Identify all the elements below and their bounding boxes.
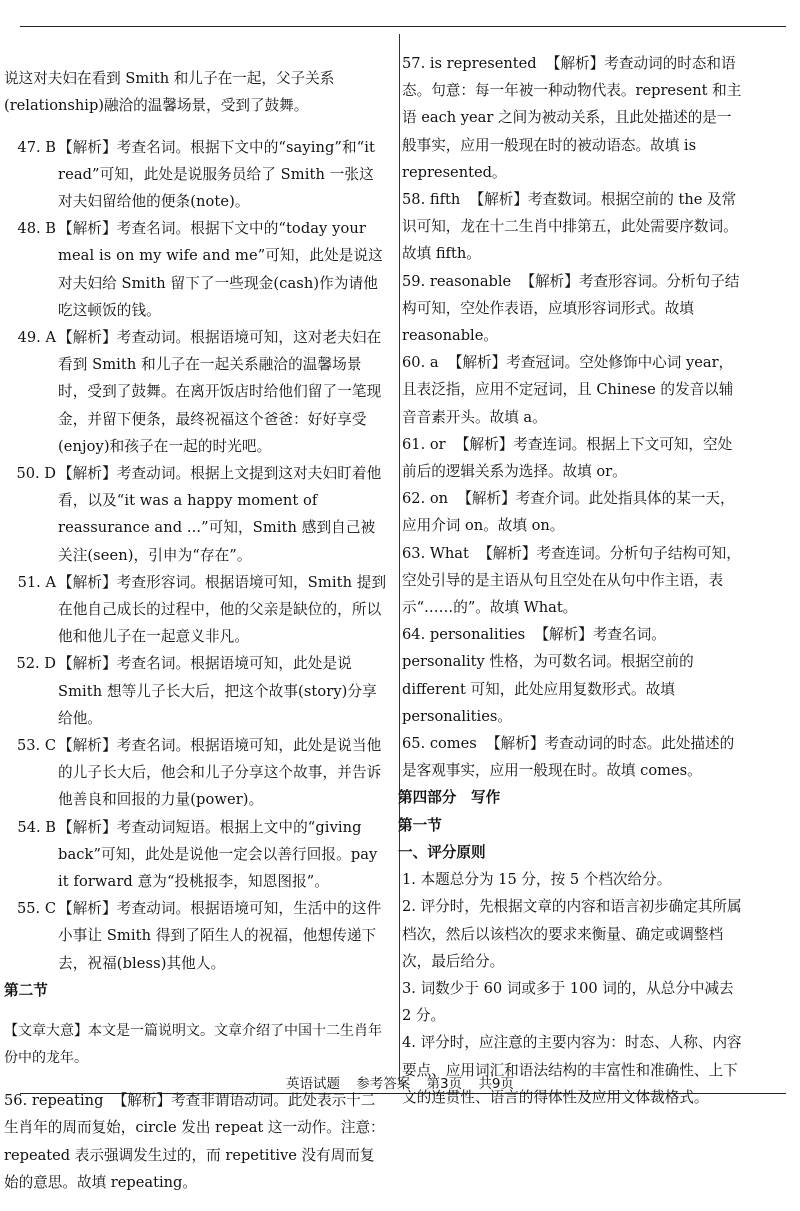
answer-number: 48. B [17, 220, 56, 238]
criteria-number: 3. [402, 979, 416, 997]
answer-number: 52. D [16, 655, 56, 673]
right-column [398, 50, 742, 1111]
answer-explanation: 【解析】考查名词。根据语境可知，此处是说 Smith 想等儿子长大后，把这个故事(story)分享给他。 [58, 655, 377, 727]
answer-item [17, 324, 388, 460]
answer-explanation: 【解析】考查数词。根据空前的 the 及常识可知，龙在十二生肖中排第五，此处需要序数词。故填 fifth。 [402, 191, 738, 263]
answer-item [16, 895, 388, 977]
criteria-number: 1. [402, 871, 416, 889]
answer-number: 62. on [402, 490, 449, 508]
bottom-rule [20, 1093, 786, 1094]
answer-item [402, 621, 742, 730]
criteria-number: 2. [402, 898, 416, 916]
answer-item [402, 730, 742, 784]
left-column [4, 50, 388, 1211]
answer-number: 51. A [17, 573, 56, 591]
answer-explanation: 【解析】考查名词。personality 性格，为可数名词。根据空前的 different 可知，此处应用复数形式。故填 personalities。 [402, 626, 694, 725]
answer-number: 49. A [17, 329, 56, 347]
criteria-item [402, 866, 742, 893]
column-divider [399, 34, 400, 1084]
criteria-item [402, 1029, 742, 1111]
answer-number: 63. What [402, 544, 469, 562]
answer-explanation: 【解析】考查名词。根据下文中的“today your meal is on my wife and me”可知，此处是说这对夫妇给 Smith 留下了一些现金(cash)作为请他吃这顿饭的钱。 [58, 220, 383, 319]
criteria-heading: 一、评分原则 [398, 843, 486, 861]
footer-doc-type: 参考答案 [356, 1076, 411, 1092]
footer-subject: 英语试题 [285, 1076, 340, 1092]
answer-item [17, 215, 388, 324]
answer-item [17, 569, 388, 651]
answer-explanation: 【解析】考查非谓语动词。此处表示十二生肖年的周而复始，circle 发出 repeat 这一动作。注意：repeated 表示强调发生过的，而 repetitive 没有周而复始的意思。故填 repeating。 [4, 1092, 385, 1191]
answer-number: 57. is represented [402, 55, 537, 72]
answer-number: 56. repeating [4, 1092, 104, 1110]
answer-number: 61. or [402, 435, 446, 453]
answer-item [402, 268, 742, 350]
answer-item [16, 650, 388, 732]
answer-number: 64. personalities [402, 626, 526, 644]
answer-item [402, 485, 742, 539]
answer-number: 59. reasonable [402, 272, 512, 290]
continuation-text: 说这对夫妇在看到 Smith 和儿子在一起，父子关系(relationship)融洽的温馨场景，受到了鼓舞。 [4, 69, 335, 114]
answer-number: 58. fifth [402, 191, 461, 209]
top-rule [20, 26, 786, 27]
answer-item [402, 349, 742, 431]
answer-number: 54. B [17, 818, 56, 836]
answer-explanation: 【解析】考查连词。根据上下文可知，空处前后的逻辑关系为选择。故填 or。 [402, 435, 733, 481]
footer-total-pages: 共9页 [478, 1076, 515, 1092]
criteria-item [402, 893, 742, 975]
answer-explanation: 【解析】考查动词的时态。此处描述的是客观事实，应用一般现在时。故填 comes。 [402, 735, 735, 780]
section-heading: 第二节 [4, 981, 48, 999]
criteria-text: 本题总分为 15 分，按 5 个档次给分。 [420, 871, 672, 889]
answer-number: 55. C [16, 900, 56, 918]
answer-explanation: 【解析】考查动词。根据上文提到这对夫妇盯着他看，以及“it was a happy moment of reassurance and ...”可知，Smith 感到自己被关注(seen)，引申为“存在”。 [58, 465, 382, 564]
answer-explanation: 【解析】考查动词。根据语境可知，这对老夫妇在看到 Smith 和儿子在一起关系融洽的温馨场景时，受到了鼓舞。在离开饭店时给他们留了一笔现金，并留下便条，最终祝福这个爸爸：好好享受(enjoy)和孩子在一起的时光吧。 [58, 329, 382, 455]
section-heading: 第一节 [398, 816, 442, 834]
part-heading: 第四部分 写作 [398, 789, 501, 807]
criteria-text: 评分时，应注意的主要内容为：时态、人称、内容要点、应用词汇和语法结构的丰富性和准确性、上下文的连贯性、语言的得体性及应用文体裁格式。 [402, 1034, 742, 1106]
answer-explanation: 【解析】考查名词。根据语境可知，此处是说当他的儿子长大后，他会和儿子分享这个故事，并告诉他善良和回报的力量(power)。 [58, 737, 382, 809]
answer-item [16, 460, 388, 569]
answer-explanation: 【解析】考查动词的时态和语态。句意：每一年被一种动物代表。represent 和主语 each year 之间为被动关系，且此处描述的是一般事实，应用一般现在时的被动语态。故填 is represented。 [402, 55, 742, 181]
answer-item [402, 431, 742, 485]
answer-item [17, 814, 388, 896]
answer-explanation: 【解析】考查动词短语。根据上文中的“giving back”可知，此处是说他一定会以善行回报。pay it forward 意为“投桃报李，知恩图报”。 [58, 818, 378, 891]
article-summary: 【文章大意】本文是一篇说明文。文章介绍了中国十二生肖年份中的龙年。 [4, 1023, 382, 1067]
page-footer [0, 1072, 800, 1092]
answer-number: 53. C [16, 737, 56, 755]
criteria-item [402, 975, 742, 1029]
answer-item [402, 186, 742, 268]
answer-number: 60. a [402, 354, 439, 372]
answer-explanation: 【解析】考查形容词。分析句子结构可知，空处作表语，应填形容词形式。故填 reasonable。 [402, 272, 740, 345]
answer-item [402, 540, 742, 622]
answer-item [16, 732, 388, 814]
answer-number: 50. D [16, 465, 56, 483]
criteria-number: 4. [402, 1034, 416, 1052]
answer-explanation: 【解析】考查连词。分析句子结构可知，空处引导的是主语从句且空处在从句中作主语，表示“……的”。故填 What。 [402, 544, 741, 617]
footer-page-number: 第3页 [426, 1076, 463, 1092]
criteria-text: 评分时，先根据文章的内容和语言初步确定其所属档次，然后以该档次的要求来衡量、确定或调整档次，最后给分。 [402, 898, 742, 970]
answer-explanation: 【解析】考查名词。根据下文中的“saying”和“it read”可知，此处是说服务员给了 Smith 一张这对夫妇留给他的便条(note)。 [58, 138, 375, 210]
answer-explanation: 【解析】考查介词。此处指具体的某一天，应用介词 on。故填 on。 [402, 490, 735, 535]
answer-explanation: 【解析】考查形容词。根据语境可知，Smith 提到在他自己成长的过程中，他的父亲是缺位的，所以他和他儿子在一起意义非凡。 [58, 573, 387, 646]
answer-number: 65. comes [402, 735, 477, 753]
answer-number: 47. B [17, 138, 56, 156]
answer-item [4, 1087, 388, 1196]
answer-explanation: 【解析】考查动词。根据语境可知，生活中的这件小事让 Smith 得到了陌生人的祝福，他想传递下去，祝福(bless)其他人。 [58, 900, 382, 972]
answer-explanation: 【解析】考查冠词。空处修饰中心词 year，且表泛指，应用不定冠词，且 Chinese 的发音以辅音音素开头。故填 a。 [402, 354, 734, 426]
criteria-text: 词数少于 60 词或多于 100 词的，从总分中减去 2 分。 [402, 979, 734, 1025]
answer-item [402, 50, 742, 186]
answer-item [17, 134, 388, 216]
